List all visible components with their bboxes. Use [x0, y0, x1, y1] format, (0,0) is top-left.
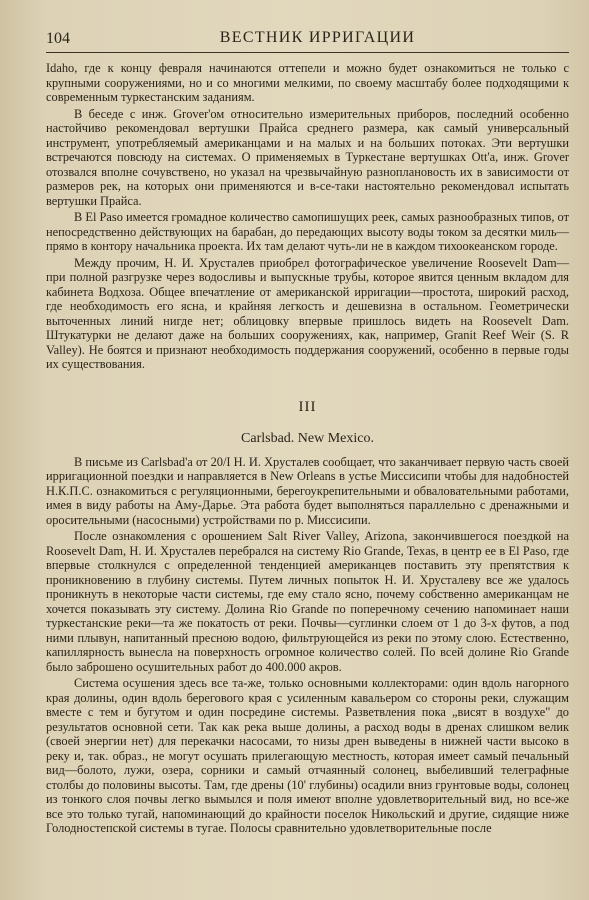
paragraph: Система осушения здесь все та-же, только основными коллекторами: один вдоль нагорного края долины, один вдоль берегового края с усиленным кавальером со стороны реки, служащим вместе с тем и бугутом и один посредине системы. Разветвления пока „висят в воздухе" до результатов основной сети. Так как река выше долины, а расход воды в дренах слишком велик (своей энергии нет) для перекачки насосами, то низы дрен выведены в нижней части высоко в реку и, так. образ., не могут осушать прилегающую местность, которая имеет самый печальный вид—болото, лужи, озера, сорники и самый отчаянный солонец, выбеливший телеграфные столбы до половины высоты. Там, где дрены (10' глубины) осадили вниз грунтовые воды, солонец из тонкого слоя почвы легко вымылся и поля имеют вполне удовлетворительный вид, но все-же все это только тугай, напоминающий до крайности поселок Никольский и другие, сидящие ниже Голодностепской системы в тугае. Полосы сравнительно удовлетворительные после: [46, 676, 569, 835]
page-header: [46, 26, 569, 53]
paragraph: Idaho, где к концу февраля начинаются оттепели и можно будет ознакомиться не только с крупными сооружениями, но и со многими мелкими, по своему масштабу более подходящими к современным туркестанским заданиям.: [46, 61, 569, 104]
paragraph: Между прочим, Н. И. Хрусталев приобрел фотографическое увеличение Roosevelt Dam—при полной разгрузке через водосливы и выпускные трубы, которое явится ценным вкладом для кабинета Водхоза. Общее впечатление от американской ирригации—простота, широкий расход, где необходимость его ясна, и крайняя легкость и дешевизна в остальном. Геометрически выточенных линий нигде нет; облицовку впервые пришлось видеть на Roosevelt Dam. Штукатурки не делают даже на больших сооружениях, как, например, Granit Reef Weir (S. R Valley). Не боятся и признают необходимость поддержания сооружений, особенно в первые годы их существования.: [46, 255, 569, 371]
section-number: III: [298, 398, 317, 415]
paragraph: В беседе с инж. Grover'ом относительно измерительных приборов, последний особенно настойчиво рекомендовал вертушки Прайса среднего размера, как самый универсальный инструмент, употребляемый американцами и на малых и на больших потоках. Эти вертушки встречаются повсюду на системах. О применяемых в Туркестане вертушках Ott'a, инж. Grover отозвался вполне сочувствено, но указал на чрезвычайную разноплановость их в зависимости от размеров рек, на которых они применяются и в-се-таки настоятельно рекомендовал испытать вертушки Прайса.: [46, 106, 569, 208]
page-number: 104: [46, 30, 70, 47]
body-text: [46, 61, 569, 836]
paragraph: После ознакомления с орошением Salt River Valley, Arizona, закончившегося поездкой на Roosevelt Dam, Н. И. Хрусталев перебрался на систему Rio Grande, Texas, в центр ее в El Paso, где впервые столкнулся с определенной тенденцией американцев поставить эту препятствия к проникновению в глубину системы. Путем личных попыток Н. И. Хрусталеву все же удалось проникнуть в некоторые части системы, где ему стало ясно, почему собственно американцам не хочется показывать эту систему. Долина Rio Grande по поперечному сечению напоминает наши туркестанские реки—та же покатость от реки. Почвы—суглинки слоем от 1 до 3-х футов, а под ними плывун, напитанный пресною водою, фильтрующейся из реки по этому слою. Естественно, капиллярность вынесла на поверхность огромное количество солей. По всей долине Rio Grande было заброшено осушительных работ до 400.000 акров.: [46, 529, 569, 674]
running-title: ВЕСТНИК ИРРИГАЦИИ: [219, 29, 416, 46]
section-title: Carlsbad. New Mexico.: [241, 431, 374, 446]
paragraph: В письме из Carlsbad'a от 20/I Н. И. Хрусталев сообщает, что заканчивает первую часть своей ирригационной поездки и направляется в New Orleans в устье Миссисипи чтобы для надобностей Н.К.П.С. ознакомиться с регуляционными, берегоукрепительными и обваловательными работами, имея в виду работы на Аму-Дарье. Эта работа будет выполняться параллельно с дренажными и оросительными (насосными) устройствами по р. Миссисипи.: [46, 454, 569, 527]
paragraph: В El Paso имеется громадное количество самопишущих реек, самых разнообразных типов, от непосредственно действующих на барабан, до передающих высоту воды током за десятки миль—прямо в контору начальника проекта. Их там делают чуть-ли не в каждом тихоокеанском городе.: [46, 210, 569, 253]
